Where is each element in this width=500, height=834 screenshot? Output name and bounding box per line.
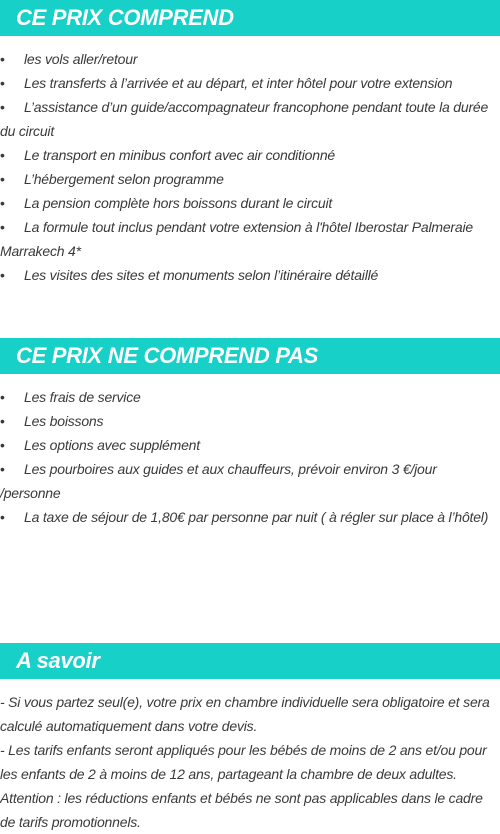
list-item: • Les options avec supplément bbox=[0, 433, 500, 457]
list-item: • Les frais de service bbox=[0, 385, 500, 409]
list-item: • Les transferts à l’arrivée et au départ, et inter hôtel pour votre extension bbox=[0, 71, 500, 95]
list-item: • Les visites des sites et monuments selon l’itinéraire détaillé bbox=[0, 263, 500, 287]
list-item: • Le transport en minibus confort avec air conditionné bbox=[0, 143, 500, 167]
info-paragraph: - Si vous partez seul(e), votre prix en chambre individuelle sera obligatoire et sera calculé automatiquement dans votre devis. bbox=[0, 694, 490, 734]
info-section bbox=[0, 643, 500, 834]
bullet-icon: • bbox=[0, 509, 5, 525]
excluded-section bbox=[0, 338, 500, 529]
included-list bbox=[0, 47, 500, 287]
info-title: A savoir bbox=[0, 643, 500, 679]
excluded-title: CE PRIX NE COMPREND PAS bbox=[0, 338, 500, 374]
bullet-icon: • bbox=[0, 461, 5, 477]
list-item: • Les boissons bbox=[0, 409, 500, 433]
bullet-icon: • bbox=[0, 99, 5, 115]
info-text bbox=[0, 690, 500, 834]
bullet-icon: • bbox=[0, 219, 5, 235]
list-item: • les vols aller/retour bbox=[0, 47, 500, 71]
included-section bbox=[0, 0, 500, 287]
list-item: • L’assistance d’un guide/accompagnateur francophone pendant toute la durée du circuit bbox=[0, 95, 500, 143]
bullet-icon: • bbox=[0, 147, 5, 163]
bullet-icon: • bbox=[0, 267, 5, 283]
info-paragraph: - Les tarifs enfants seront appliqués pour les bébés de moins de 2 ans et/ou pour les enfants de 2 à moins de 12 ans, partageant la chambre de deux adultes. Attention : les réductions enfants et bébés ne sont pas applicables dans le cadre de tarifs promotionnels. bbox=[0, 742, 487, 830]
list-item: • La taxe de séjour de 1,80€ par personne par nuit ( à régler sur place à l’hôtel) bbox=[0, 505, 500, 529]
bullet-icon: • bbox=[0, 389, 5, 405]
bullet-icon: • bbox=[0, 51, 5, 67]
list-item: • Les pourboires aux guides et aux chauffeurs, prévoir environ 3 €/jour /personne bbox=[0, 457, 500, 505]
excluded-list bbox=[0, 385, 500, 529]
bullet-icon: • bbox=[0, 75, 5, 91]
included-title: CE PRIX COMPREND bbox=[0, 0, 500, 36]
bullet-icon: • bbox=[0, 437, 5, 453]
list-item: • La formule tout inclus pendant votre extension à l'hôtel Iberostar Palmeraie Marrakech 4* bbox=[0, 215, 500, 263]
list-item: • L’hébergement selon programme bbox=[0, 167, 500, 191]
bullet-icon: • bbox=[0, 413, 5, 429]
bullet-icon: • bbox=[0, 195, 5, 211]
bullet-icon: • bbox=[0, 171, 5, 187]
list-item: • La pension complète hors boissons durant le circuit bbox=[0, 191, 500, 215]
